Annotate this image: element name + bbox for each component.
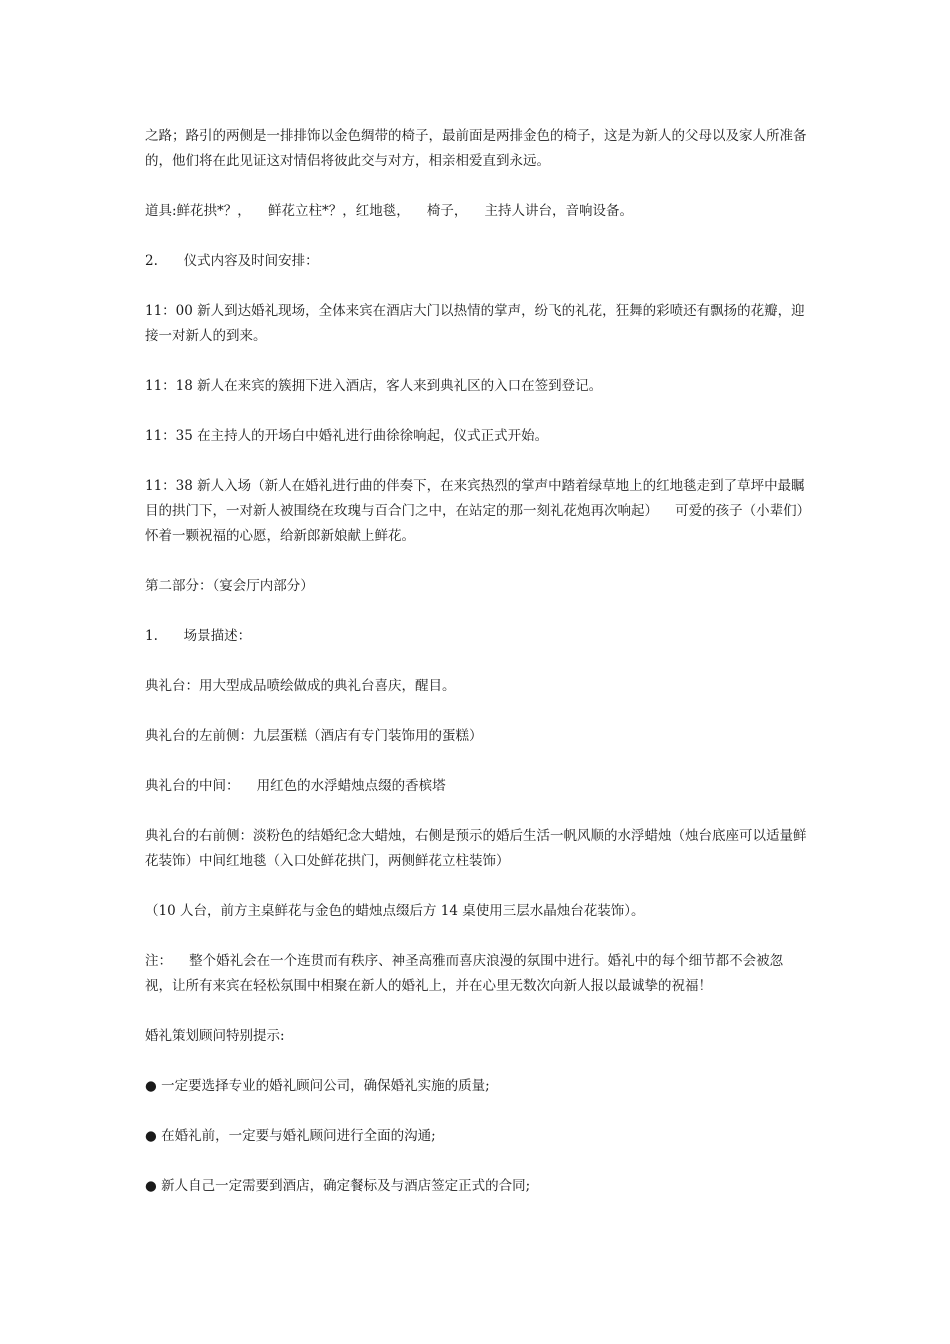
paragraph-schedule-1135: 11：35 在主持人的开场白中婚礼进行曲徐徐响起，仪式正式开始。 (145, 428, 549, 444)
paragraph-stage-left: 典礼台的左前侧：九层蛋糕（酒店有专门装饰用的蛋糕） (145, 728, 483, 744)
list-item-tip-1: ● 一定要选择专业的婚礼顾问公司，确保婚礼实施的质量; (145, 1078, 490, 1094)
section-heading-tips: 婚礼策划顾问特别提示: (145, 1028, 285, 1044)
paragraph-schedule-1100: 11：00 新人到达婚礼现场，全体来宾在酒店大门以热情的掌声，纷飞的礼花，狂舞的彩喷还有飘扬的花瓣，迎接一对新人的到来。 (145, 303, 805, 344)
section-heading-part-two: 第二部分：（宴会厅内部分） (145, 578, 314, 594)
section-heading-scene-description: 1. 场景描述： (145, 628, 252, 644)
paragraph-tables: （10 人台，前方主桌鲜花与金色的蜡烛点缀后方 14 桌使用三层水晶烛台花装饰）。 (145, 903, 645, 919)
paragraph-stage-right: 典礼台的右前侧：淡粉色的结婚纪念大蜡烛，右侧是预示的婚后生活一帆风顺的水浮蜡烛（烛台底座可以适量鲜花装饰）中间红地毯（入口处鲜花拱门，两侧鲜花立柱装饰） (145, 828, 807, 869)
list-item-tip-2: ● 在婚礼前，一定要与婚礼顾问进行全面的沟通; (145, 1128, 436, 1144)
section-heading-ceremony-schedule: 2. 仪式内容及时间安排： (145, 253, 319, 269)
paragraph-stage: 典礼台：用大型成品喷绘做成的典礼台喜庆，醒目。 (145, 678, 456, 694)
paragraph-props: 道具:鲜花拱*？， 鲜花立柱*？，红地毯， 椅子， 主持人讲台，音响设备。 (145, 203, 634, 219)
document-body (145, 124, 810, 1224)
paragraph-venue-path: 之路；路引的两侧是一排排饰以金色绸带的椅子，最前面是两排金色的椅子，这是为新人的父母以及家人所准备的，他们将在此见证这对情侣将彼此交与对方，相亲相爱直到永远。 (145, 128, 807, 169)
paragraph-schedule-1118: 11：18 新人在来宾的簇拥下进入酒店，客人来到典礼区的入口在签到登记。 (145, 378, 603, 394)
paragraph-stage-center: 典礼台的中间： 用红色的水浮蜡烛点缀的香槟塔 (145, 778, 446, 794)
paragraph-note: 注： 整个婚礼会在一个连贯而有秩序、神圣高雅而喜庆浪漫的氛围中进行。婚礼中的每个细节都不会被忽视，让所有来宾在轻松氛围中相聚在新人的婚礼上，并在心里无数次向新人报以最诚挚的祝福！ (145, 953, 784, 994)
paragraph-schedule-1138: 11：38 新人入场（新人在婚礼进行曲的伴奏下，在来宾热烈的掌声中踏着绿草地上的红地毯走到了草坪中最瞩目的拱门下，一对新人被围绕在玫瑰与百合门之中，在站定的那一刻礼花炮再次响起） 可爱的孩子（小辈们）怀着一颗祝福的心愿，给新郎新娘献上鲜花。 (145, 478, 805, 544)
list-item-tip-3: ● 新人自己一定需要到酒店，确定餐标及与酒店签定正式的合同; (145, 1178, 531, 1194)
